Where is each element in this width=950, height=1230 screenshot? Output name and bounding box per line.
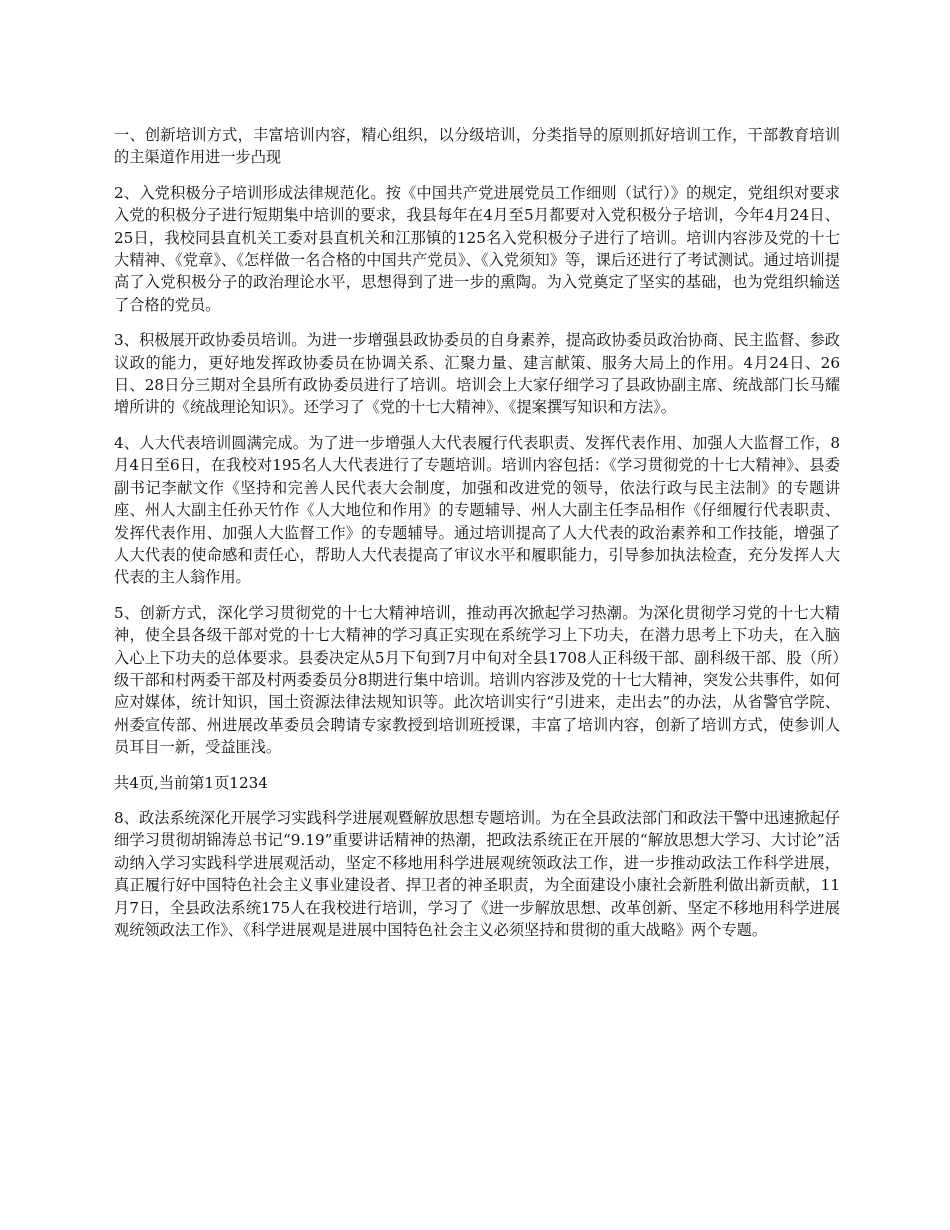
paragraph-1-heading: 一、创新培训方式，丰富培训内容，精心组织，以分级培训，分类指导的原则抓好培训工作，干部教育培训的主渠道作用进一步凸现 (114, 126, 840, 167)
page-indicator: 共4页,当前第1页1234 (114, 773, 268, 792)
paragraph-5-congress-spirit-training: 5、创新方式，深化学习贯彻党的十七大精神培训，推动再次掀起学习热潮。为深化贯彻学习党的十七大精神，使全县各级干部对党的十七大精神的学习真正实现在系统学习上下功夫，在潜力思考上下功夫，在入脑入心上下功夫的总体要求。县委决定从5月下旬到7月中旬对全县1708人正科级干部、副科级干部、股（所）级干部和村两委干部及村两委委员分8期进行集中培训。培训内容涉及党的十七大精神，突发公共事件，如何应对媒体，统计知识，国土资源法律法规知识等。此次培训实行“引进来，走出去”的办法，从省警官学院、州委宣传部、州进展改革委员会聘请专家教授到培训班授课，丰富了培训内容，创新了培训方式，使参训人员耳目一新，受益匪浅。 (114, 603, 840, 757)
document-body (114, 124, 840, 954)
paragraph-8-political-legal-training: 8、政法系统深化开展学习实践科学进展观暨解放思想专题培训。为在全县政法部门和政法干警中迅速掀起仔细学习贯彻胡锦涛总书记“9.19”重要讲话精神的热潮，把政法系统正在开展的“解放思想大学习、大讨论”活动纳入学习实践科学进展观活动，坚定不移地用科学进展观统领政法工作，进一步推动政法工作科学进展，真正履行好中国特色社会主义事业建设者、捍卫者的神圣职责，为全面建设小康社会新胜利做出新贡献，11月7日，全县政法系统175人在我校进行培训，学习了《进一步解放思想、改革创新、坚定不移地用科学进展观统领政法工作》、《科学进展观是进展中国特色社会主义必须坚持和贯彻的重大战略》两个专题。 (114, 808, 840, 939)
paragraph-3-cppcc-member-training: 3、积极展开政协委员培训。为进一步增强县政协委员的自身素养，提高政协委员政治协商、民主监督、参政议政的能力，更好地发挥政协委员在协调关系、汇聚力量、建言献策、服务大局上的作用。4月24日、26日、28日分三期对全县所有政协委员进行了培训。培训会上大家仔细学习了县政协副主席、统战部门长马耀增所讲的《统战理论知识》。还学习了《党的十七大精神》、《提案撰写知识和方法》。 (114, 331, 840, 417)
paragraph-4-npc-deputy-training: 4、人大代表培训圆满完成。为了进一步增强人大代表履行代表职责、发挥代表作用、加强人大监督工作，8月4日至6日，在我校对195名人大代表进行了专题培训。培训内容包括：《学习贯彻党的十七大精神》、县委副书记李献文作《坚持和完善人民代表大会制度，加强和改进党的领导，依法行政与民主法制》的专题讲座、州人大副主任孙天竹作《人大地位和作用》的专题辅导、州人大副主任李品相作《仔细履行代表职责、发挥代表作用、加强人大监督工作》的专题辅导。通过培训提高了人大代表的政治素养和工作技能，增强了人大代表的使命感和责任心，帮助人大代表提高了审议水平和履职能力，引导参加执法检查，充分发挥人大代表的主人翁作用。 (114, 433, 840, 587)
paragraph-2-party-activist-training: 2、入党积极分子培训形成法律规范化。按《中国共产党进展党员工作细则（试行）》的规定，党组织对要求入党的积极分子进行短期集中培训的要求，我县每年在4月至5月都要对入党积极分子培训，今年4月24日、25日，我校同县直机关工委对县直机关和江那镇的125名入党积极分子进行了培训。培训内容涉及党的十七大精神、《党章》、《怎样做一名合格的中国共产党员》、《入党须知》等，课后还进行了考试测试。通过培训提高了入党积极分子的政治理论水平，思想得到了进一步的熏陶。为入党奠定了坚实的基础，也为党组织输送了合格的党员。 (114, 183, 840, 314)
